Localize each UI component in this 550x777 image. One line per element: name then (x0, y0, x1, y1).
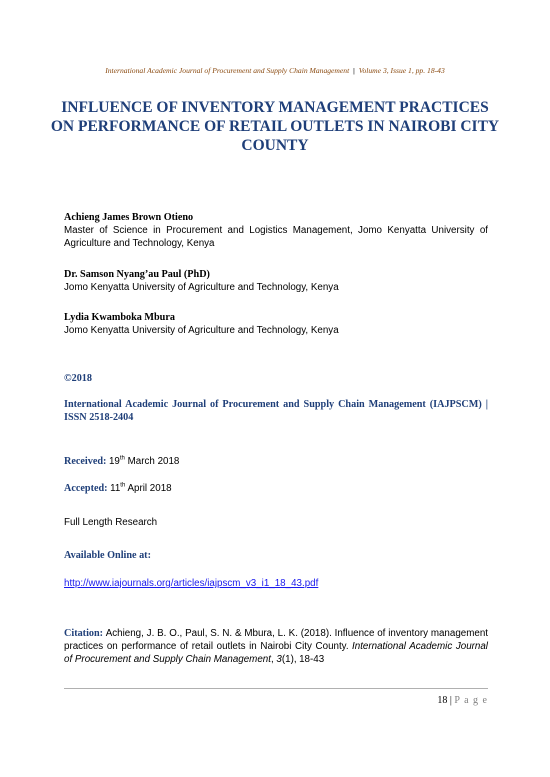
author-affiliation: Master of Science in Procurement and Logistics Management, Jomo Kenyatta University of Agriculture and Technology, Kenya (64, 225, 488, 249)
citation-label: Citation: (64, 628, 104, 639)
article-url-link[interactable]: http://www.iajournals.org/articles/iajpscm_v3_i1_18_43.pdf (64, 578, 319, 589)
received-day: 19th March 2018 (108, 455, 180, 467)
citation-volume: 3 (276, 654, 282, 665)
footer-separator: | (449, 695, 452, 706)
received-label: Received: (64, 456, 107, 467)
page-footer (64, 695, 488, 706)
footer-divider (64, 688, 488, 689)
available-online-label: Available Online at: (64, 550, 151, 561)
author-block-3 (64, 311, 488, 337)
citation-text: Achieng, J. B. O., Paul, S. N. & Mbura, L. K. (2018). Influence of inventory management practices on performance of retail outlets in Nairobi City County. (64, 628, 488, 652)
author-affiliation: Jomo Kenyatta University of Agriculture and Technology, Kenya (64, 282, 339, 293)
page-label: P a g e (454, 695, 488, 706)
article-url-container (64, 577, 488, 590)
page-number: 18 (437, 695, 448, 706)
author-name: Dr. Samson Nyang’au Paul (PhD) (64, 269, 210, 280)
running-header (0, 66, 550, 75)
accepted-label: Accepted: (64, 483, 108, 494)
author-block-2 (64, 268, 488, 294)
citation-issue: (1), (281, 654, 297, 665)
citation-pages: 18-43 (299, 654, 325, 665)
author-affiliation: Jomo Kenyatta University of Agriculture and Technology, Kenya (64, 325, 339, 336)
paper-title: INFLUENCE OF INVENTORY MANAGEMENT PRACTICES ON PERFORMANCE OF RETAIL OUTLETS IN NAIROBI CITY COUNTY (50, 99, 500, 154)
author-name: Lydia Kwamboka Mbura (64, 312, 175, 323)
article-type: Full Length Research (64, 517, 158, 528)
citation: Citation: Achieng, J. B. O., Paul, S. N. & Mbura, L. K. (2018). Influence of inventory management practices on performance of retail outlets in Nairobi City County. International Academic Journal of Procurement and Supply Chain Management, 3(1), 18-43 (64, 628, 488, 665)
copyright-year: ©2018 (64, 373, 92, 384)
author-name: Achieng James Brown Otieno (64, 212, 194, 223)
header-separator: | (353, 66, 355, 75)
citation-journal: International Academic Journal of Procurement and Supply Chain Management (64, 641, 488, 665)
received-date (64, 455, 488, 468)
accepted-day: 11th April 2018 (110, 482, 172, 494)
header-journal: International Academic Journal of Procurement and Supply Chain Management (105, 66, 350, 75)
header-issue: Volume 3, Issue 1, pp. 18-43 (358, 66, 445, 75)
accepted-date (64, 482, 488, 495)
journal-issn: International Academic Journal of Procurement and Supply Chain Management (IAJPSCM) | ISSN 2518-2404 (64, 399, 488, 423)
author-block-1 (64, 211, 488, 250)
